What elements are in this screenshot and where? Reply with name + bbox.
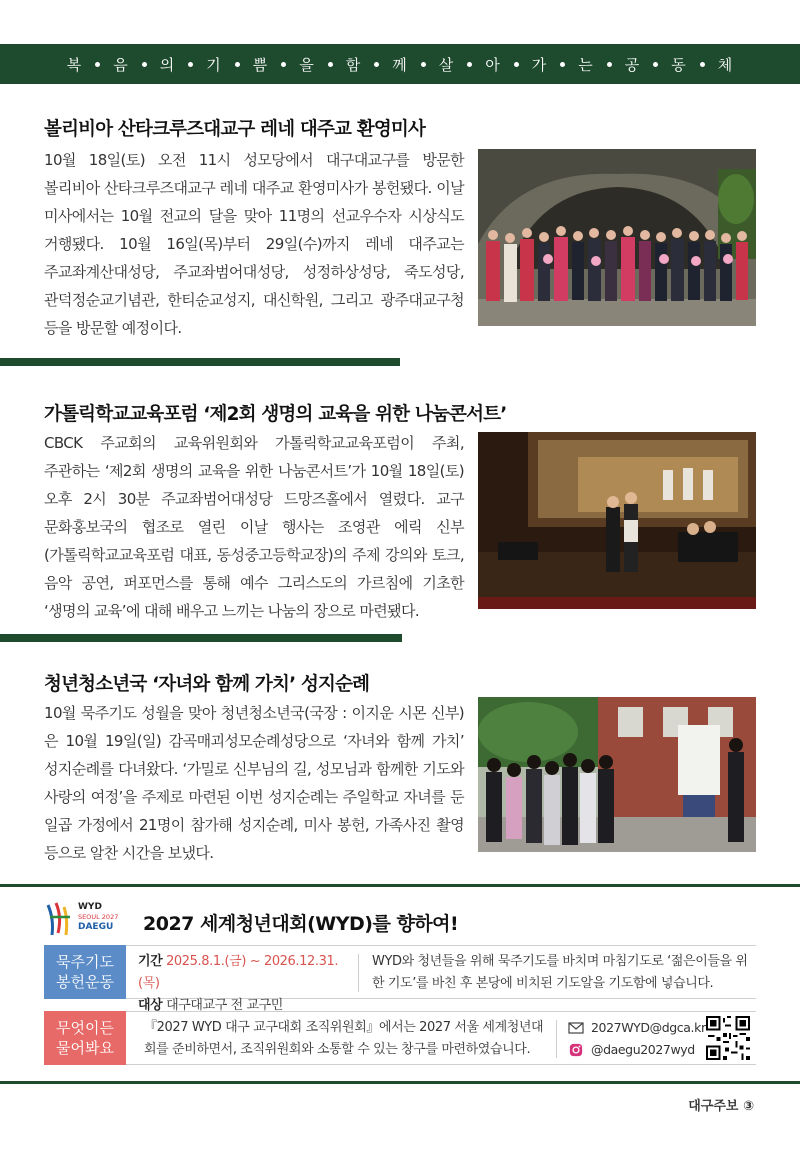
instagram-handle[interactable]: @daegu2027wyd xyxy=(591,1042,695,1057)
article-body: 10월 18일(토) 오전 11시 성모당에서 대구대교구를 방문한 볼리비아 산타크루즈대교구 레네 대주교 환영미사가 봉헌됐다. 이날 미사에서는 10월 전교의 달을 맞아 11명의 선교우수자 시상식도 거행됐다. 10월 16일(목)부터 29일(수)까지 레네 대주교는 주교좌계산대성당, 주교좌범어대성당, 성정하상성당, 죽도성당, 관덕정순교기념관, 한티순교성지, 대신학원, 그리고 광주대교구청 등을 방문할 예정이다. xyxy=(44,151,464,337)
period-label: 기간 xyxy=(138,954,163,969)
column-divider xyxy=(358,954,359,992)
motto-char: 을 xyxy=(299,55,315,74)
section-divider xyxy=(0,634,402,642)
motto-separator-dot xyxy=(374,62,379,67)
motto-separator-dot xyxy=(560,62,565,67)
article-title: 볼리비아 산타크루즈대교구 레네 대주교 환영미사 xyxy=(44,119,426,140)
article-title: 청년청소년국 ‘자녀와 함께 가치’ 성지순례 xyxy=(44,674,370,695)
period-value: 2025.8.1.(금) ~ 2026.12.31.(목) xyxy=(138,954,339,991)
rosary-campaign-tag: 묵주기도 봉헌운동 xyxy=(44,945,126,999)
contact-list xyxy=(568,1012,708,1066)
motto-char: 가 xyxy=(531,55,548,74)
wyd-logo xyxy=(44,899,132,939)
motto-char: 쁨 xyxy=(252,55,269,74)
pilgrimage-photo xyxy=(478,697,756,852)
mail-icon xyxy=(568,1021,584,1035)
section-divider xyxy=(0,358,400,366)
motto-separator-dot xyxy=(328,62,333,67)
motto-char: 체 xyxy=(717,55,734,74)
article-photo xyxy=(478,697,756,852)
motto-char: 살 xyxy=(438,55,455,74)
motto-separator-dot xyxy=(142,62,147,67)
motto-separator-dot xyxy=(514,62,519,67)
motto-separator-dot xyxy=(281,62,286,67)
motto-separator-dot xyxy=(607,62,612,67)
rosary-description: WYD와 청년들을 위해 묵주기도를 바치며 마침기도로 ‘젊은이들을 위한 기도’를 바친 후 본당에 비치된 기도알을 기도함에 넣습니다. xyxy=(372,954,748,991)
wyd-section xyxy=(0,884,800,1084)
motto-char: 아 xyxy=(485,55,501,74)
instagram-icon xyxy=(568,1043,584,1057)
qr-code-icon[interactable] xyxy=(706,1016,750,1060)
motto-char: 함 xyxy=(345,55,362,74)
motto-char: 기 xyxy=(206,55,222,74)
rosary-info-row xyxy=(126,945,756,1013)
ask-description: 『2027 WYD 대구 교구대회 조직위원회』에서는 2027 서울 세계청년대회를 준비하면서, 조직위원회와 소통할 수 있는 창구를 마련하였습니다. xyxy=(144,1020,544,1057)
motto-char: 께 xyxy=(392,55,408,74)
ask-anything-tag: 무엇이든 물어봐요 xyxy=(44,1011,126,1065)
motto-separator-dot xyxy=(653,62,658,67)
article-body: CBCK 주교회의 교육위원회와 가톨릭학교교육포럼이 주최, 주관하는 ‘제2회 생명의 교육을 위한 나눔콘서트’가 10월 18일(토) 오후 2시 30분 주교좌범어대성당 드망즈홀에서 열렸다. 교구 문화홍보국의 협조로 열린 이날 행사는 조영관 에릭 신부(가톨릭학교교육포럼 대표, 동성중고등학교장)의 주제 강의와 토크, 음악 공연, 퍼포먼스를 통해 예수 그리스도의 가르침에 기초한 ‘생명의 교육’에 대해 배우고 느끼는 나눔의 장으로 마련됐다. xyxy=(44,434,464,620)
concert-stage-photo xyxy=(478,432,756,609)
motto-char: 복 xyxy=(66,55,83,74)
motto-separator-dot xyxy=(421,62,426,67)
motto-separator-dot xyxy=(188,62,193,67)
motto-char: 동 xyxy=(671,55,687,74)
motto-char: 의 xyxy=(159,55,176,74)
column-divider xyxy=(556,1020,557,1058)
rosary-schedule xyxy=(138,946,350,1013)
wyd-logo-line: DAEGU xyxy=(78,922,114,932)
article-title: 가톨릭학교교육포럼 ‘제2회 생명의 교육을 위한 나눔콘서트’ xyxy=(44,404,507,425)
motto-char: 음 xyxy=(113,55,129,74)
article-body: 10월 묵주기도 성월을 맞아 청년청소년국(국장 : 이지운 시몬 신부)은 10월 19일(일) 감곡매괴성모순례성당으로 ‘자녀와 함께 가치’ 성지순례를 다녀왔다. ‘가밀로 신부님의 길, 성모님과 함께한 기도와 사랑의 여정’을 주제로 마련된 이번 성지순례는 주일학교 자녀를 둔 일곱 가정에서 21명이 참가해 성지순례, 미사 봉헌, 가족사진 촬영 등으로 알찬 시간을 보냈다. xyxy=(44,704,464,862)
wyd-logo-line: SEOUL 2027 xyxy=(78,913,119,921)
instagram-contact[interactable] xyxy=(568,1039,708,1061)
grotto-group-photo xyxy=(478,149,756,326)
article-photo xyxy=(478,149,756,326)
page-footer-label: 대구주보 ③ xyxy=(688,1099,754,1114)
target-value: 대구대교구 전 교구민 xyxy=(166,998,283,1013)
wyd-title: 2027 세계청년대회(WYD)를 향하여! xyxy=(143,913,459,935)
email-contact[interactable] xyxy=(568,1017,708,1039)
article-photo xyxy=(478,432,756,609)
target-label: 대상 xyxy=(138,998,163,1013)
motto-separator-dot xyxy=(235,62,240,67)
email-address[interactable]: 2027WYD@dgca.kr xyxy=(591,1020,706,1035)
motto-separator-dot xyxy=(467,62,472,67)
motto-separator-dot xyxy=(700,62,705,67)
motto-char: 공 xyxy=(624,55,641,74)
motto-separator-dot xyxy=(95,62,100,67)
ask-info-row xyxy=(126,1011,756,1065)
wyd-logo-line: WYD xyxy=(78,902,102,912)
motto-char: 는 xyxy=(578,55,594,74)
motto-bar xyxy=(0,44,800,84)
